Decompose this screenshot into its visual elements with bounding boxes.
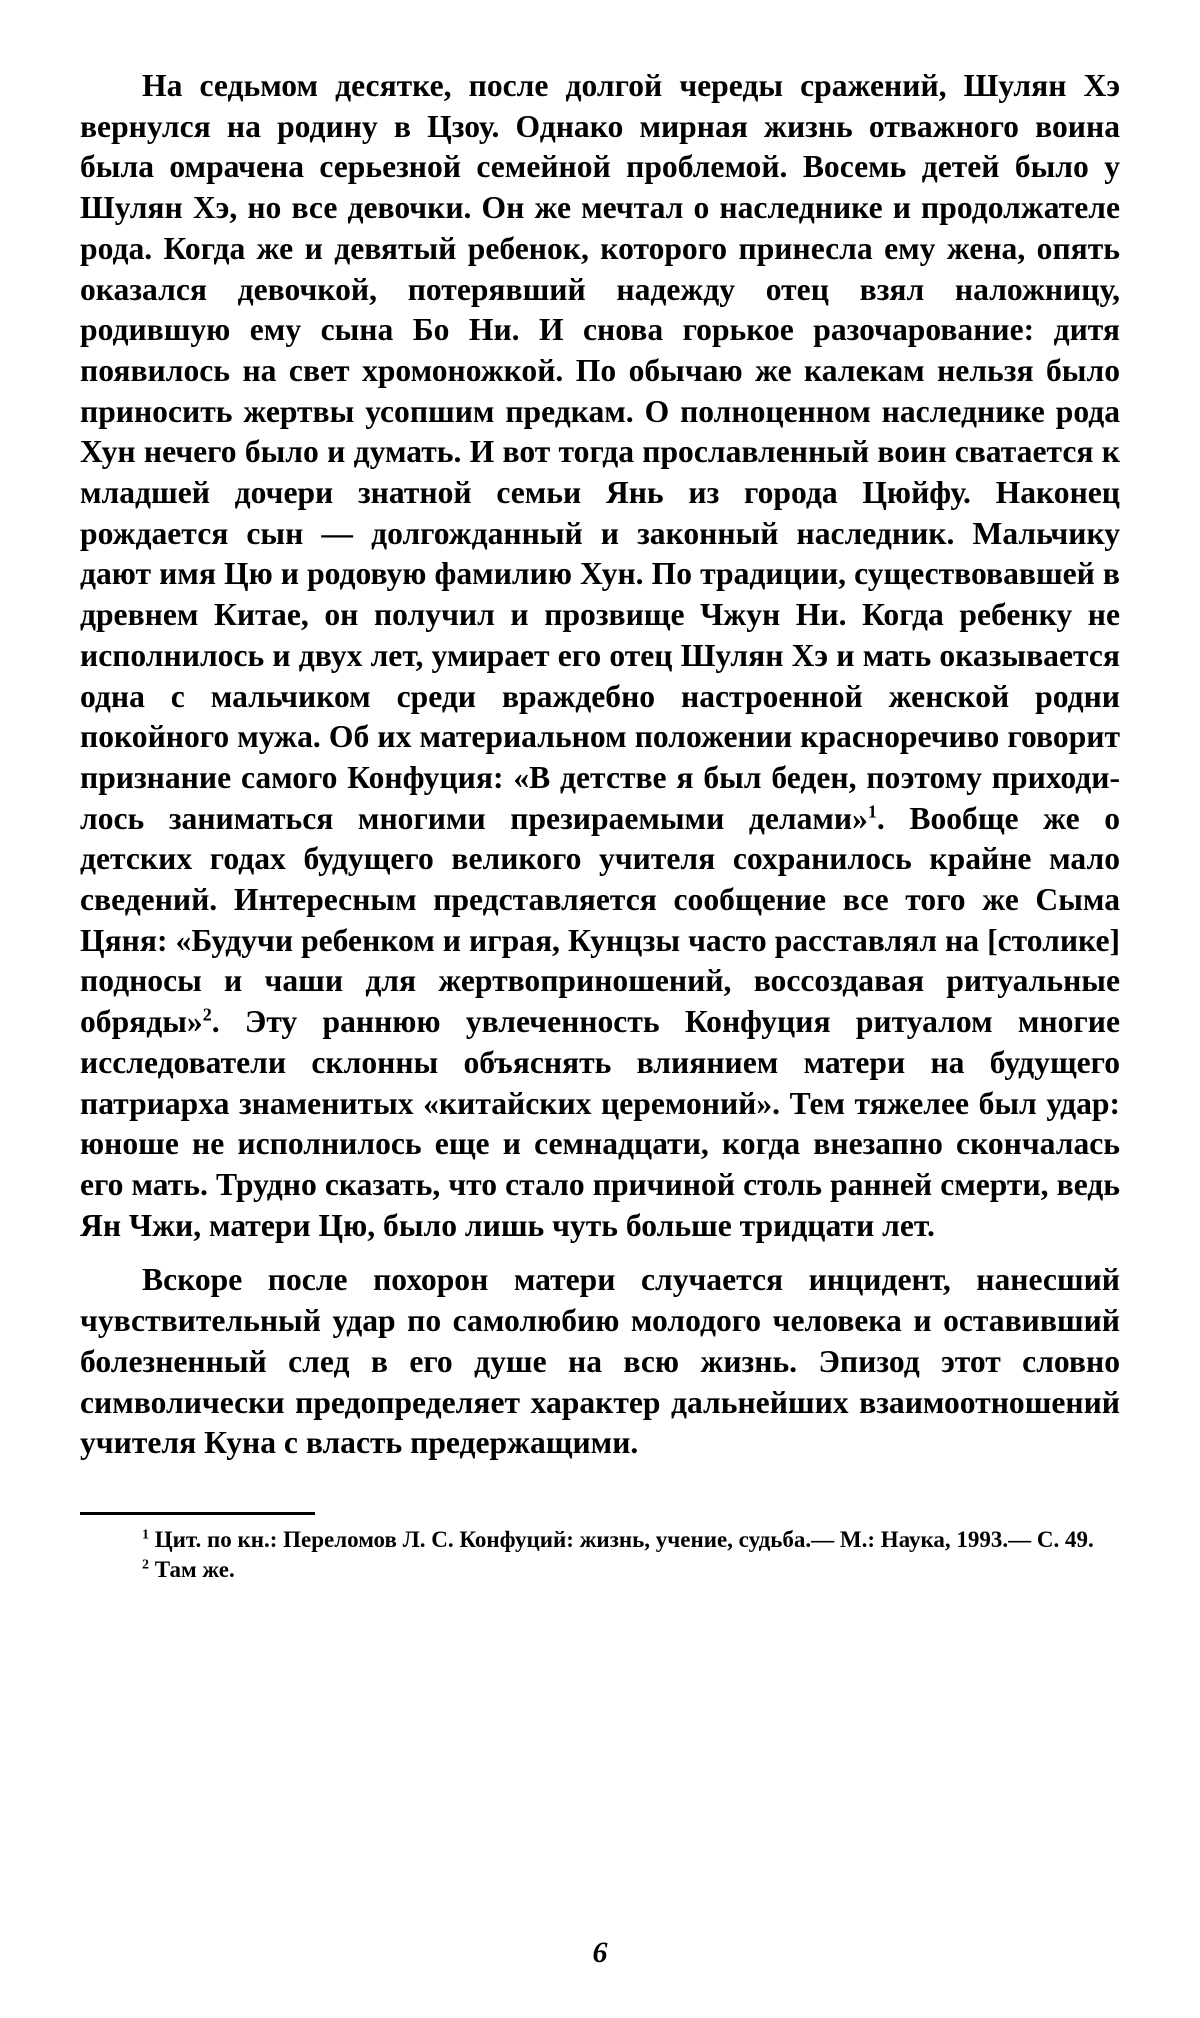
paragraph-1 [80, 66, 1120, 1246]
paragraph-2: Вскоре после похорон матери случается инцидент, нанесший чувствительный удар по самолюбию молодого человека и оставивший болезненный след в его душе на всю жизнь. Эпизод этот словно символически предопределяет характер дальнейших взаимоотношений учителя Куна с власть предержащими. [80, 1262, 1120, 1461]
footnote-ref-2: 2 [202, 1004, 212, 1025]
page-number: 6 [592, 1936, 608, 1969]
footnote-ref-1: 1 [867, 801, 877, 822]
footnotes [80, 1525, 1120, 1585]
paragraph-1-text-c: . Эту раннюю увлеченность Конфуция ритуалом многие исследователи склонны объяснять влиянием матери на будущего патриарха знаменитых «китайских церемоний». Тем тяжелее был удар: юноше не исполнилось еще и семнадцати, когда внезапно скончалась его мать. Трудно сказать, что стало причиной столь ранней смерти, ведь Ян Чжи, матери Цю, было лишь чуть больше тридцати лет. [80, 1004, 1120, 1243]
footnote-1-mark: 1 [142, 1527, 149, 1543]
paragraph-1-text-b: . Вообще же о детских годах будущего великого учителя сохранилось крайне мало сведений. Интересным представляется сообщение все того же Сыма Цяня: «Будучи ребенком и играя, Кунцзы часто расставлял на [столике] подносы и чаши для жертвоприношений, воссоздавая ритуальные обряды» [80, 800, 1120, 1040]
paragraph-1-text-a: На седьмом десятке, после долгой череды сражений, Шулян Хэ вернулся на родину в Цзоу. Однако мирная жизнь отважного воина была омрачена серьезной семейной проблемой. Восемь детей было у Шулян Хэ, но все девочки. Он же мечтал о наследнике и продолжателе рода. Когда же и девятый ребенок, которого принесла ему жена, опять оказался девочкой, потерявший надежду отец взял наложницу, родившую ему сына Бо Ни. И снова горькое разочарование: дитя появилось на свет хромоножкой. По обычаю же калекам нельзя было приносить жертвы усопшим предкам. О полноценном наследнике рода Хун нечего было и думать. И вот тогда прославленный воин сватается к младшей дочери знатной семьи Янь из города Цюйфу. Наконец рождается сын — долгожданный и законный наследник. Мальчику дают имя Цю и родовую фамилию Хун. По традиции, существовавшей в древнем Китае, он получил и прозвище Чжун Ни. Когда ребенку не исполнилось и двух лет, умирает его отец Шулян Хэ и мать оказывается одна с мальчиком среди враждебно настроенной женской родни покойного мужа. Об их материальном положении красноречиво говорит признание самого Конфуция: «В детстве я был беден, поэтому приходилось заниматься многими презираемыми делами» [80, 68, 1120, 836]
footnote-1 [80, 1525, 1120, 1555]
footnote-2-mark: 2 [142, 1557, 149, 1573]
footnote-2 [80, 1555, 1120, 1585]
book-page [80, 66, 1120, 1585]
footnote-separator [80, 1512, 315, 1515]
footnote-2-text: Там же. [154, 1556, 235, 1582]
footnote-1-text: Цит. по кн.: Переломов Л. С. Конфуций: жизнь, учение, судьба.— М.: Наука, 1993.— С. 49. [154, 1526, 1094, 1552]
